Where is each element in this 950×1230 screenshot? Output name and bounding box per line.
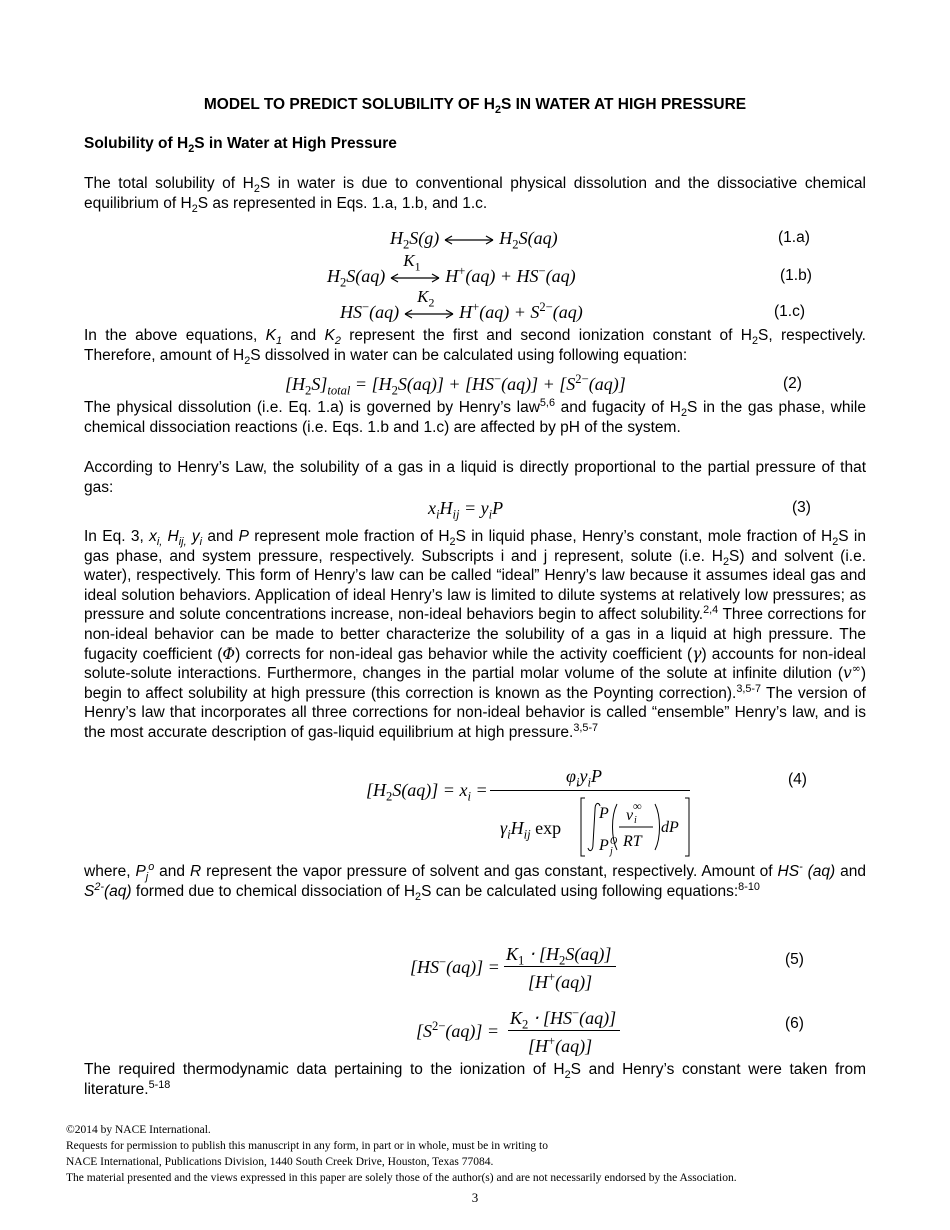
equation-number: (1.a): [778, 229, 810, 246]
svg-text:O: O: [610, 836, 618, 847]
paragraph-dissolution: The physical dissolution (i.e. Eq. 1.a) is governed by Henry’s law$^{5,6}$ and fugacity of $H_2S$ in the gas phase, while chemical dissociation reactions (i.e. Eqs. 1.b and 1.c) are affected by pH of the system.: [84, 396, 866, 436]
equation-number: (2): [783, 375, 802, 392]
equation-1b: $H_2S(aq)$ $K_1$ H+(aq) + HS−(aq) (1.b): [327, 250, 812, 290]
equation-4: $[H_2S(aq)] = x_i$ = $\varphi_iy_iP$ $\gamma_iH_{ij}$ exp P P O j v i ∞ RT dP (4): [366, 766, 807, 857]
svg-text:∞: ∞: [633, 799, 642, 813]
equation-number: (1.b): [780, 267, 812, 284]
equation-5: [HS−(aq)] = $K_1 \cdot [H_2S(aq)]$ [H+(aq)] (5): [410, 944, 804, 992]
footer-address: NACE International, Publications Division, 1440 South Creek Drive, Houston, Texas 77084.: [66, 1156, 494, 1168]
equation-number: (3): [792, 499, 811, 516]
svg-text:RT: RT: [623, 833, 642, 850]
equation-number: (1.c): [774, 303, 805, 320]
svg-text:P: P: [599, 805, 609, 822]
equation-6: $[S^{2-}(aq)]$ = $K_2 \cdot [HS^-(aq)]$ [H+(aq)] (6): [416, 1006, 804, 1056]
svg-text:j: j: [610, 846, 613, 857]
equation-1c: HS−(aq) $K_2$ $H^+(aq) + S^{2-}(aq)$ (1.c): [340, 286, 805, 322]
paragraph-corrections: In Eq. 3, $x_{i,}$ $H_{ij,}$ $y_i$ and P represent mole fraction of $H_2S$ in liquid phase, Henry’s constant, mole fraction of $H_2S$ in gas phase, and system pressure, respectively. Subscripts i and j represent, solute (i.e. $H_2S$) and solvent (i.e. water), respectively. This form of Henry’s law can be called “ideal” Henry’s law because it assumes ideal gas and ideal solution behaviors. Application of ideal Henry’s law is limited to dilute systems at relatively low pressures; as pressure and solute concentrations increase, non-ideal behaviors begin to affect solubility.$^{2,4}$ Three corrections for non-ideal behavior can be made to better characterize the solubility of a gas in a liquid at high pressure. The fugacity coefficient (Φ) corrects for non-ideal gas behavior while the activity coefficient (γ) accounts for non-ideal solute-solute interactions. Furthermore, changes in the partial molar volume of the solute at infinite dilution (v∞) begin to affect solubility at high pressure (this correction is known as the Poynting correction).$^{3,5-7}$ The version of Henry’s law that incorporates all three corrections for non-ideal behavior is called “ensemble” Henry’s law, and is the most accurate description of gas-liquid equilibrium at high pressure.$^{3,5-7}$: [84, 528, 867, 741]
equation-2: $[H_2S]_{total} = [H_2S(aq)] + [HS^-(aq)] + [S^{2-}(aq)]$ (2): [285, 372, 802, 398]
svg-text:v: v: [626, 807, 634, 824]
paragraph-henrys-law: According to Henry’s Law, the solubility of a gas in a liquid is directly proportional to the partial pressure of that gas:: [84, 459, 866, 496]
paragraph-vapor-pressure: where, $P_j^o$ and R represent the vapor pressure of solvent and gas constant, respectively. Amount of HS- (aq) and $S^{2-}(aq)$ formed due to chemical dissociation of $H_2S$ can be calculated using following equations:$^{8-10}$: [84, 860, 867, 903]
page-number: 3: [471, 1190, 479, 1205]
equation-number: (6): [785, 1015, 804, 1032]
svg-text:i: i: [634, 815, 637, 826]
equation-3: $x_iH_{ij} = y_iP$ (3): [428, 498, 811, 522]
paragraph-intro: The total solubility of $H_2S$ in water is due to conventional physical dissolution and the dissociative chemical equilibrium of $H_2S$ as represented in Eqs. 1.a, 1.b, and 1.c.: [84, 175, 866, 215]
section-heading: Solubility of $H_2S$ in Water at High Pressure: [84, 135, 397, 156]
svg-text:P: P: [599, 837, 609, 854]
paragraph-literature: The required thermodynamic data pertaining to the ionization of $H_2S$ and Henry’s constant were taken from literature.$^{5-18}$: [84, 1061, 867, 1098]
footer-permission: Requests for permission to publish this manuscript in any form, in part or in whole, must be in writing to: [66, 1140, 548, 1152]
footer-copyright: ©2014 by NACE International.: [66, 1124, 211, 1136]
paragraph-ionization: In the above equations, $K_1$ and $K_2$ represent the first and second ionization constant of $H_2S$, respectively. Therefore, amount of $H_2S$ dissolved in water can be calculated using following equation:: [84, 327, 866, 367]
equation-number: (5): [785, 951, 804, 968]
footer-disclaimer: The material presented and the views expressed in this paper are solely those of the author(s) and are not necessarily endorsed by the Association.: [66, 1172, 737, 1184]
svg-text:dP: dP: [661, 819, 679, 836]
equation-1a: $H_2S(g)$ $H_2S(aq)$ (1.a): [390, 228, 810, 252]
equation-number: (4): [788, 771, 807, 788]
paper-title: MODEL TO PREDICT SOLUBILITY OF $H_2S$ IN WATER AT HIGH PRESSURE: [203, 96, 747, 117]
